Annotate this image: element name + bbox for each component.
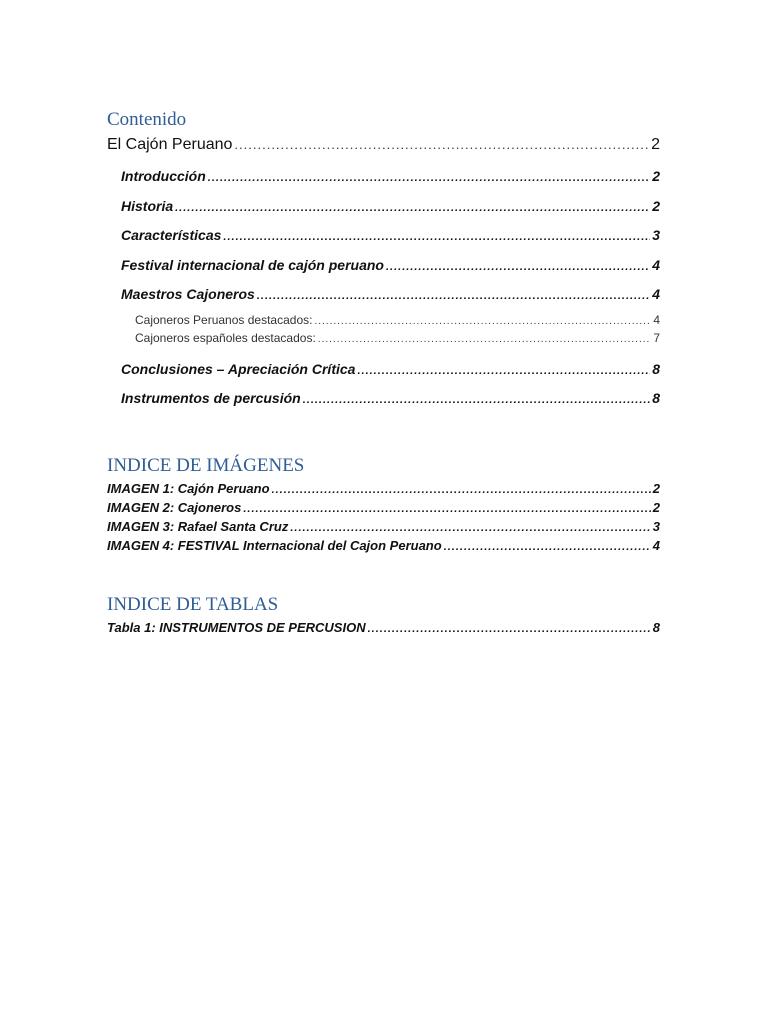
image-index-entry[interactable]	[107, 537, 660, 556]
image-index-label: IMAGEN 1: Cajón Peruano	[107, 481, 270, 496]
tables-index-heading: INDICE DE TABLAS	[107, 594, 279, 615]
toc-entry[interactable]	[121, 360, 660, 380]
toc-entry-label: Cajoneros Peruanos destacados:	[135, 313, 313, 327]
dot-leader	[257, 287, 650, 305]
toc-entry-page: 2	[652, 168, 660, 184]
toc-entry[interactable]	[121, 167, 660, 187]
dot-leader	[357, 362, 650, 380]
dot-leader	[175, 199, 650, 217]
toc-entry[interactable]	[121, 285, 660, 305]
toc-entry-label: Maestros Cajoneros	[121, 286, 255, 302]
dot-leader	[223, 228, 650, 246]
image-index-label: IMAGEN 2: Cajoneros	[107, 500, 242, 515]
dot-leader	[444, 539, 651, 556]
image-index-label: IMAGEN 4: FESTIVAL Internacional del Cajon Peruano	[107, 538, 442, 553]
toc-entry[interactable]	[121, 197, 660, 217]
toc-entry-label: El Cajón Peruano	[107, 136, 233, 153]
toc-entry-page: 3	[652, 227, 660, 243]
dot-leader	[303, 391, 651, 409]
toc-entry-label: Historia	[121, 198, 174, 214]
toc-entry[interactable]	[121, 226, 660, 246]
toc-entry-label: Festival internacional de cajón peruano	[121, 257, 384, 273]
dot-leader	[208, 169, 650, 187]
image-index-page: 4	[652, 538, 660, 553]
contents-heading: Contenido	[107, 109, 187, 130]
dot-leader	[318, 332, 652, 347]
toc-entry-label: Introducción	[121, 168, 206, 184]
toc-entry-page: 4	[652, 286, 660, 302]
table-index-page: 8	[652, 620, 660, 635]
toc-entry-page: 2	[652, 198, 660, 214]
toc-entry-page: 4	[652, 257, 660, 273]
image-index-entry[interactable]	[107, 480, 660, 499]
table-index-label: Tabla 1: INSTRUMENTOS DE PERCUSION	[107, 620, 366, 635]
toc-entry-page: 7	[653, 331, 660, 345]
dot-leader	[368, 621, 651, 638]
dot-leader	[290, 520, 650, 537]
image-index-page: 2	[652, 500, 660, 515]
image-index-label: IMAGEN 3: Rafael Santa Cruz	[107, 519, 289, 534]
toc-entry-page: 8	[652, 361, 660, 377]
toc-entry-page: 8	[652, 390, 660, 406]
image-index-page: 2	[652, 481, 660, 496]
images-index-heading: INDICE DE IMÁGENES	[107, 455, 305, 476]
dot-leader	[386, 258, 650, 276]
toc-entry[interactable]	[121, 256, 660, 276]
toc-entry-page: 4	[653, 313, 660, 327]
dot-leader	[243, 501, 650, 518]
toc-entry[interactable]	[135, 313, 660, 329]
toc-entry-label: Cajoneros españoles destacados:	[135, 331, 316, 345]
toc-entry[interactable]	[135, 331, 660, 347]
image-index-page: 3	[652, 519, 660, 534]
image-index-entry[interactable]	[107, 499, 660, 518]
toc-entry-label: Instrumentos de percusión	[121, 390, 301, 406]
dot-leader	[234, 135, 649, 155]
dot-leader	[314, 314, 651, 329]
image-index-entry[interactable]	[107, 518, 660, 537]
table-index-entry[interactable]	[107, 619, 660, 638]
toc-entry-label: Conclusiones – Apreciación Crítica	[121, 361, 356, 377]
toc-entry-page: 2	[651, 136, 660, 153]
dot-leader	[272, 482, 651, 499]
toc-entry-label: Características	[121, 227, 222, 243]
toc-entry[interactable]	[107, 135, 660, 155]
toc-entry[interactable]	[121, 389, 660, 409]
